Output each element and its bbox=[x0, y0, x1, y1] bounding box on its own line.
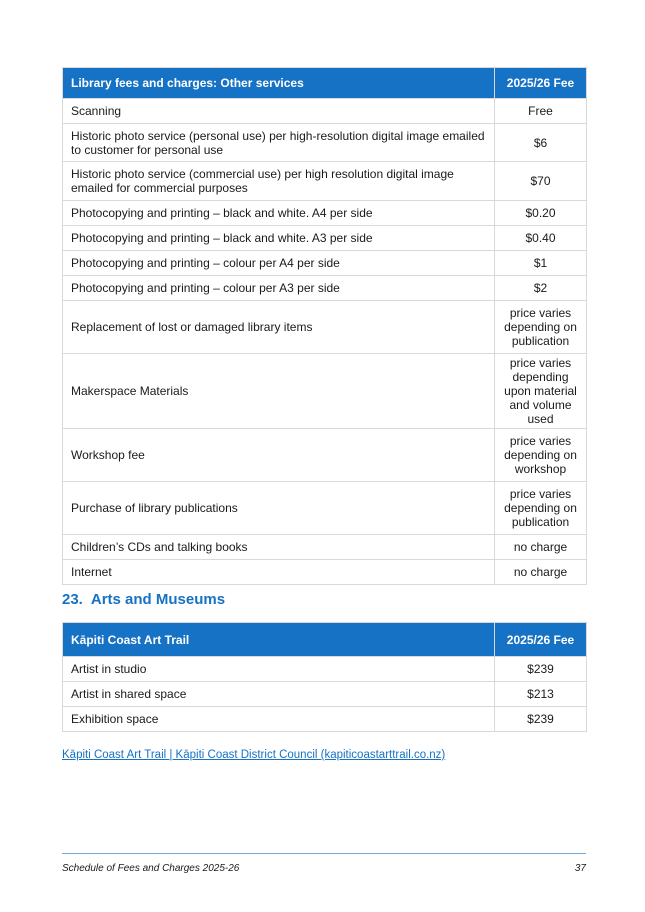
table-row bbox=[63, 657, 587, 682]
service-cell: Historic photo service (personal use) per high-resolution digital image emailed to customer for personal use bbox=[63, 124, 495, 162]
table-row bbox=[63, 226, 587, 251]
column-header-fee: 2025/26 Fee bbox=[495, 623, 587, 657]
table-row bbox=[63, 124, 587, 162]
column-header-fee: 2025/26 Fee bbox=[495, 68, 587, 99]
table-row bbox=[63, 201, 587, 226]
fee-cell: $2 bbox=[495, 276, 587, 301]
service-cell: Workshop fee bbox=[63, 429, 495, 482]
fee-cell: $0.40 bbox=[495, 226, 587, 251]
table-row bbox=[63, 482, 587, 535]
library-fees-table bbox=[62, 67, 587, 585]
table-row bbox=[63, 535, 587, 560]
service-cell: Historic photo service (commercial use) per high resolution digital image emailed for commercial purposes bbox=[63, 162, 495, 201]
service-cell: Artist in studio bbox=[63, 657, 495, 682]
service-cell: Purchase of library publications bbox=[63, 482, 495, 535]
table-row bbox=[63, 429, 587, 482]
service-cell: Children’s CDs and talking books bbox=[63, 535, 495, 560]
service-cell: Makerspace Materials bbox=[63, 354, 495, 429]
table-row bbox=[63, 301, 587, 354]
service-cell: Photocopying and printing – colour per A4 per side bbox=[63, 251, 495, 276]
footer-page-number: 37 bbox=[574, 863, 586, 874]
section-heading bbox=[62, 591, 225, 608]
service-cell: Photocopying and printing – black and white. A4 per side bbox=[63, 201, 495, 226]
service-cell: Exhibition space bbox=[63, 707, 495, 732]
table-row bbox=[63, 354, 587, 429]
table-row bbox=[63, 560, 587, 585]
service-cell: Scanning bbox=[63, 99, 495, 124]
service-cell: Internet bbox=[63, 560, 495, 585]
fee-cell: $239 bbox=[495, 707, 587, 732]
fee-cell: no charge bbox=[495, 535, 587, 560]
table-header-row bbox=[63, 623, 587, 657]
column-header-service: Library fees and charges: Other services bbox=[63, 68, 495, 99]
section-title: Arts and Museums bbox=[90, 591, 226, 608]
table-row bbox=[63, 99, 587, 124]
service-cell: Artist in shared space bbox=[63, 682, 495, 707]
fee-cell: price varies depending on publication bbox=[495, 301, 587, 354]
table-row bbox=[63, 162, 587, 201]
fee-cell: price varies depending on workshop bbox=[495, 429, 587, 482]
table-row bbox=[63, 276, 587, 301]
table-row bbox=[63, 251, 587, 276]
section-number: 23. bbox=[62, 591, 83, 608]
footer-document-title: Schedule of Fees and Charges 2025-26 bbox=[62, 863, 240, 874]
column-header-service: Kāpiti Coast Art Trail bbox=[63, 623, 495, 657]
art-trail-table bbox=[62, 622, 587, 732]
fee-cell: Free bbox=[495, 99, 587, 124]
table-row bbox=[63, 707, 587, 732]
service-cell: Photocopying and printing – black and white. A3 per side bbox=[63, 226, 495, 251]
fee-cell: price varies depending on publication bbox=[495, 482, 587, 535]
fee-cell: $239 bbox=[495, 657, 587, 682]
table-row bbox=[63, 682, 587, 707]
fee-cell: $70 bbox=[495, 162, 587, 201]
footer-divider bbox=[62, 853, 586, 854]
fee-cell: $213 bbox=[495, 682, 587, 707]
table-header-row bbox=[63, 68, 587, 99]
fee-cell: $6 bbox=[495, 124, 587, 162]
art-trail-link[interactable]: Kāpiti Coast Art Trail | Kāpiti Coast District Council (kapiticoastarttrail.co.nz) bbox=[62, 749, 446, 761]
fee-cell: price varies depending upon material and volume used bbox=[495, 354, 587, 429]
fee-cell: $0.20 bbox=[495, 201, 587, 226]
service-cell: Replacement of lost or damaged library items bbox=[63, 301, 495, 354]
service-cell: Photocopying and printing – colour per A3 per side bbox=[63, 276, 495, 301]
fee-cell: no charge bbox=[495, 560, 587, 585]
fee-cell: $1 bbox=[495, 251, 587, 276]
